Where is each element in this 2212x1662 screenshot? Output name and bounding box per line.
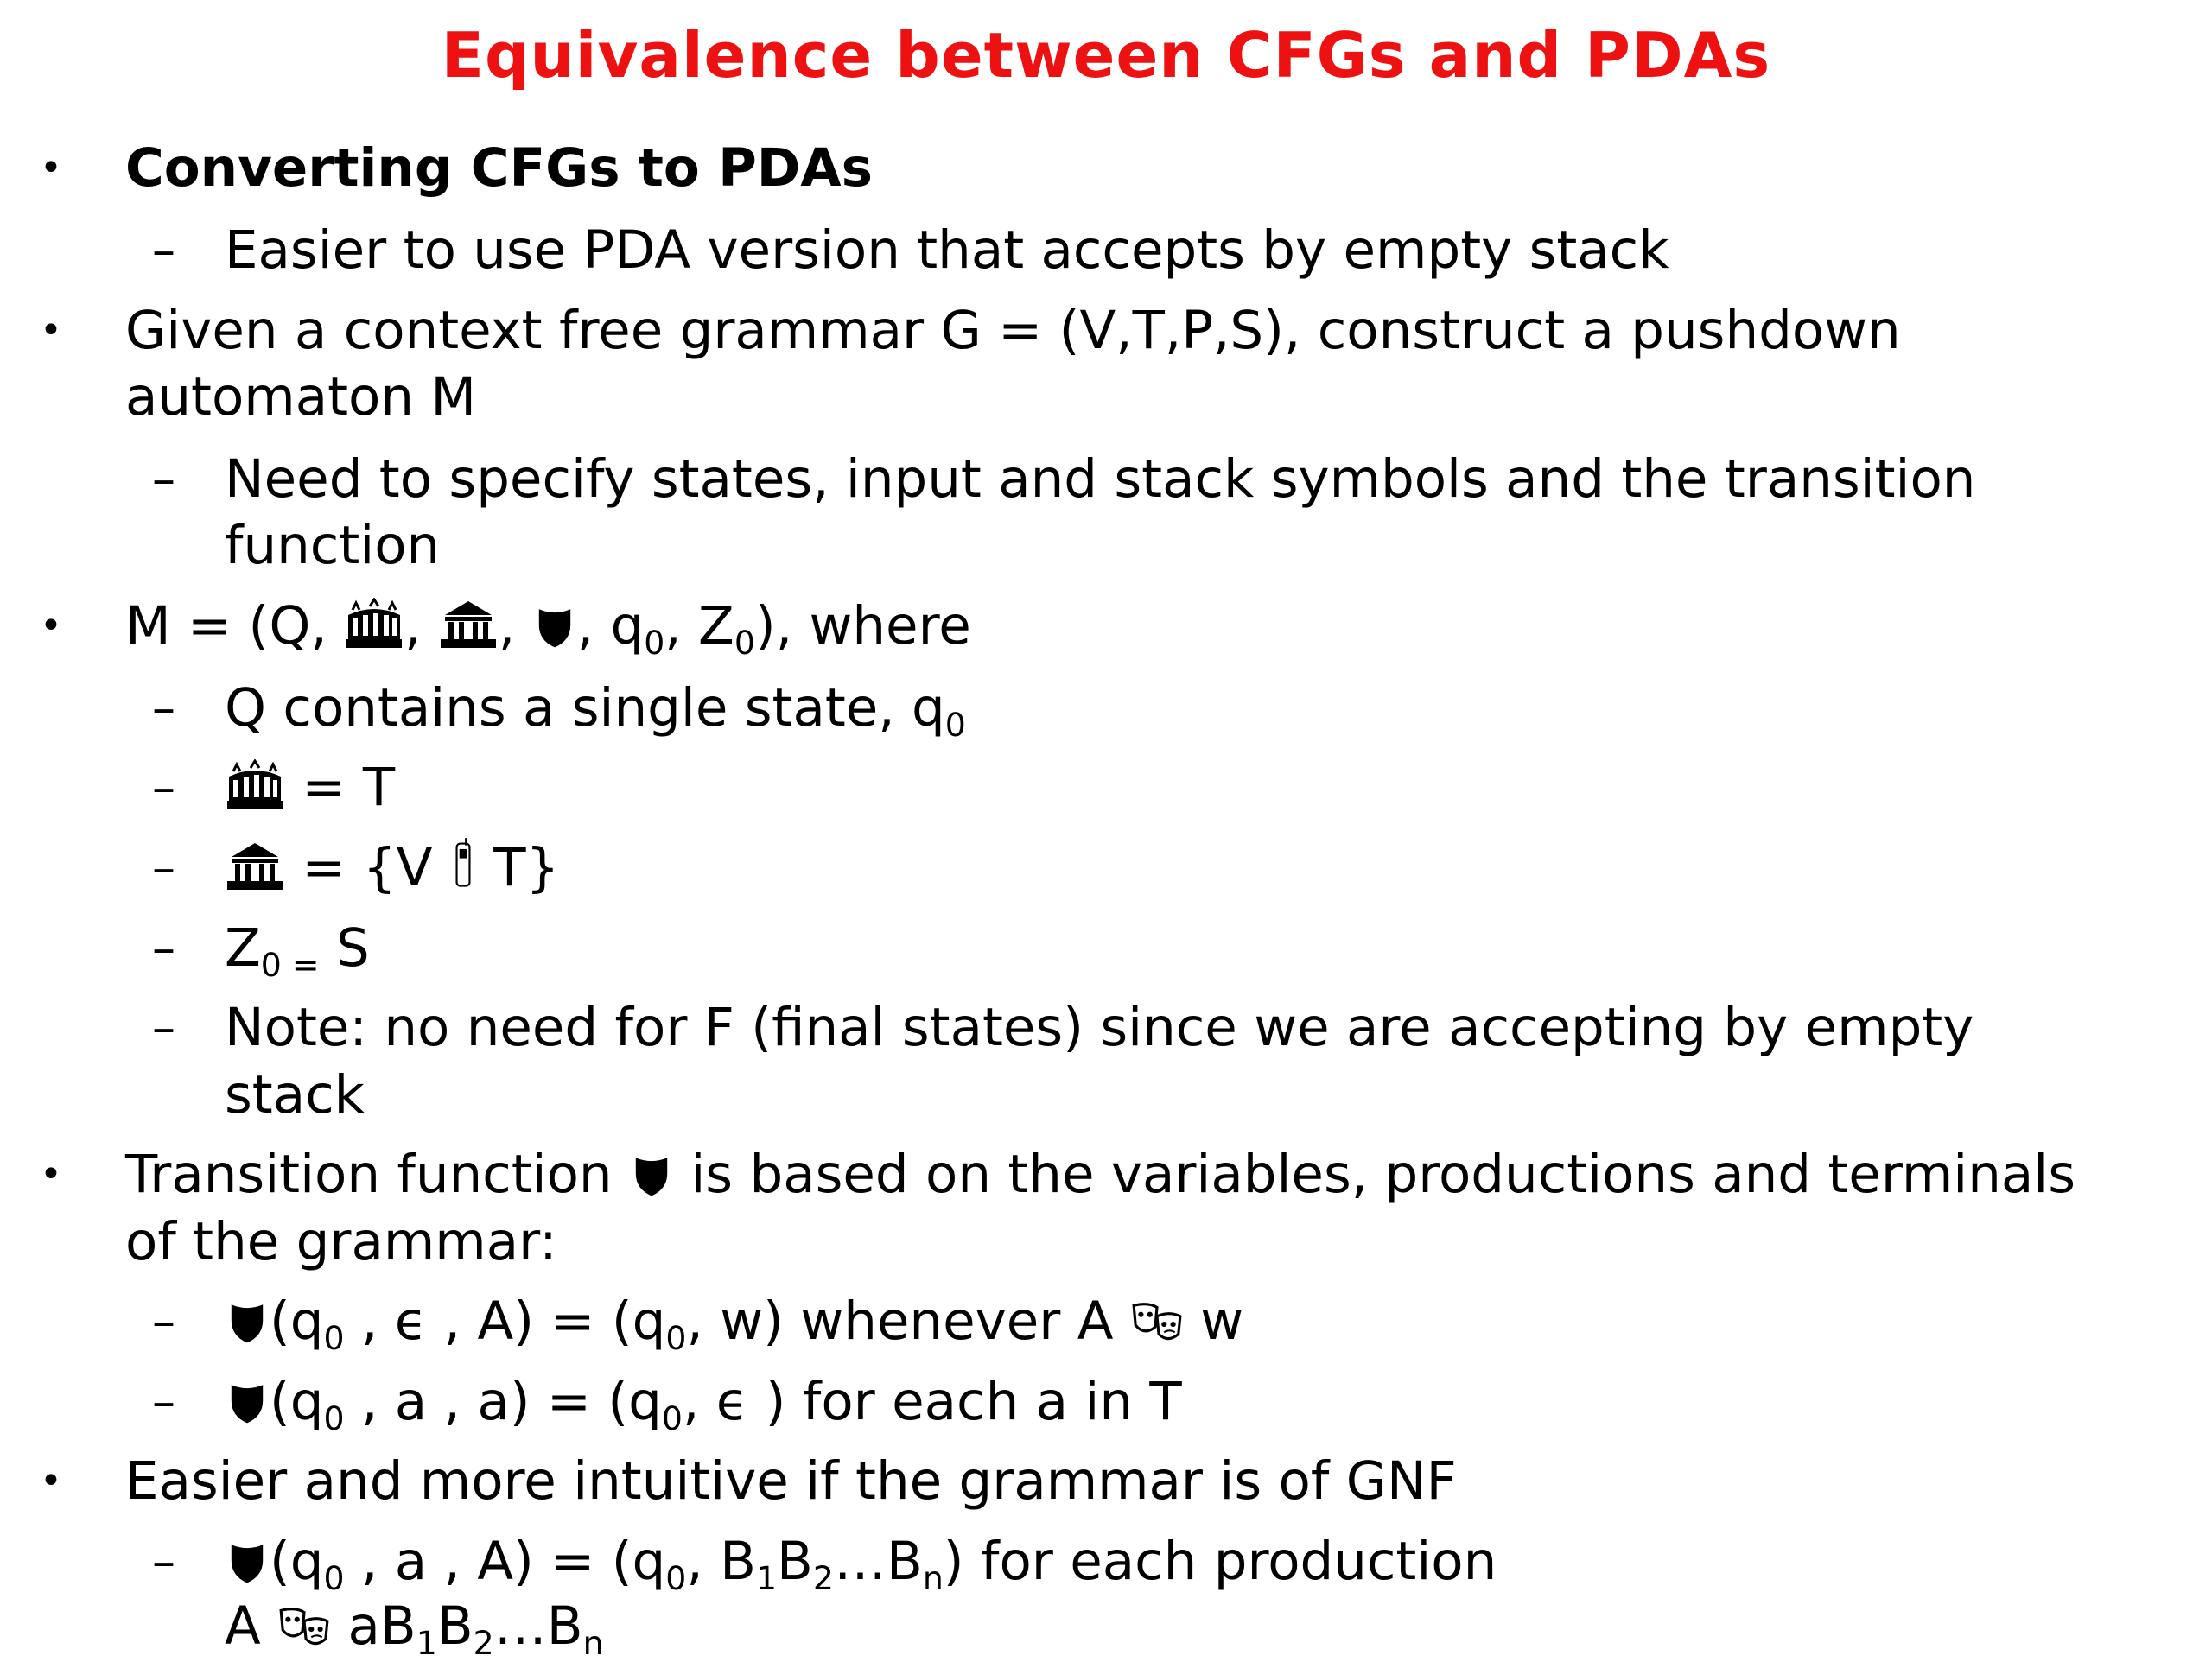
bullet-m-definition <box>125 592 971 661</box>
bullet-transition-line1 <box>125 1140 2075 1209</box>
sub-transition-variable <box>225 1287 1243 1356</box>
bullet-4: • <box>40 1152 62 1196</box>
sub-stack-alphabet <box>225 834 559 903</box>
sub-input-alphabet <box>225 753 395 822</box>
stadium-icon <box>225 759 285 811</box>
sub-start-symbol <box>225 914 370 983</box>
shield-icon <box>225 1300 270 1345</box>
bullet-transition-line2: of the grammar: <box>125 1211 557 1272</box>
tv-sub1: 0 <box>665 1319 687 1358</box>
tv-d: w <box>1183 1291 1244 1352</box>
start-symbol-subscript: 0 = <box>260 946 320 985</box>
transition-text-a: Transition function <box>125 1144 629 1205</box>
sub-gnf-line1 <box>225 1527 1497 1596</box>
m-def-z-subscript: 0 <box>734 624 755 663</box>
gnf-e: …B <box>833 1531 923 1592</box>
shield-icon <box>225 1540 270 1585</box>
tv-b: , ϵ , A) = (q <box>344 1291 666 1352</box>
tt-c: , ϵ ) for each a in T <box>682 1371 1182 1432</box>
m-def-sep-4: , Z <box>664 595 734 657</box>
gnf-b: , a , A) = (q <box>344 1531 666 1592</box>
dash-5: – <box>152 841 175 895</box>
tv-sub0: 0 <box>323 1319 345 1358</box>
bullet-2: • <box>40 308 62 352</box>
start-symbol-z: Z <box>225 917 261 979</box>
gnf2-d: …B <box>493 1595 583 1657</box>
stadium-icon <box>344 598 404 650</box>
sub-gnf-line2 <box>225 1592 604 1661</box>
gnf-f: ) for each production <box>943 1531 1497 1592</box>
tt-sub0: 0 <box>323 1399 345 1438</box>
gnf-c: , B <box>686 1531 756 1592</box>
tt-b: , a , a) = (q <box>344 1371 662 1432</box>
slide-title: Equivalence between CFGs and PDAs <box>441 19 1771 92</box>
single-state-subscript: 0 <box>944 706 966 745</box>
gnf-sub0: 0 <box>323 1559 345 1598</box>
dash-3: – <box>152 681 175 735</box>
stack-alphabet-text-a: = {V <box>285 837 449 898</box>
stack-alphabet-text-b: T} <box>476 837 560 898</box>
sub-single-state <box>225 674 966 743</box>
bullet-5: • <box>40 1459 62 1503</box>
shield-icon <box>629 1153 674 1198</box>
gnf2-s2: 2 <box>473 1624 494 1662</box>
gnf2-s1: 1 <box>416 1624 437 1662</box>
m-def-tail: ), where <box>754 595 971 657</box>
gnf-a: (q <box>270 1531 324 1592</box>
single-state-text: Q contains a single state, q <box>225 677 945 739</box>
shield-icon <box>225 1380 270 1425</box>
sub-note-line1: Note: no need for F (final states) since we are accepting by empty <box>225 997 1974 1058</box>
sub-transition-terminal <box>225 1367 1182 1437</box>
tt-a: (q <box>270 1371 324 1432</box>
sub-specify-states-line2: function <box>225 515 441 576</box>
gnf-s2: 2 <box>812 1559 834 1598</box>
gnf-s1: 1 <box>755 1559 778 1598</box>
temple-icon <box>438 598 499 650</box>
gnf2-sn: n <box>582 1624 604 1662</box>
bullet-converting-cfgs: Converting CFGs to PDAs <box>125 137 873 199</box>
gnf2-c: B <box>436 1595 474 1657</box>
masks-icon <box>1130 1300 1184 1345</box>
dash-7: – <box>152 1000 175 1055</box>
dash-9: – <box>152 1374 175 1429</box>
sub-empty-stack: Easier to use PDA version that accepts by empty stack <box>225 219 1669 281</box>
gnf-sn: n <box>922 1559 944 1598</box>
m-def-sep-1: , <box>404 595 438 657</box>
dash-6: – <box>152 921 175 975</box>
shield-icon <box>532 605 577 650</box>
gnf-d: B <box>777 1531 813 1592</box>
dash-10: – <box>152 1534 175 1589</box>
m-def-sep-2: , <box>498 595 532 657</box>
gnf2-b: aB <box>331 1595 416 1657</box>
transition-text-b: is based on the variables, productions and terminals <box>673 1144 2075 1205</box>
temple-icon <box>225 840 285 891</box>
m-def-q-subscript: 0 <box>644 624 665 663</box>
bullet-gnf: Easier and more intuitive if the grammar is of GNF <box>125 1450 1457 1512</box>
bullet-1: • <box>40 146 62 190</box>
tt-sub1: 0 <box>661 1399 683 1438</box>
m-def-sep-3: , q <box>576 595 645 657</box>
phone-icon <box>449 836 477 891</box>
sub-specify-states-line1: Need to specify states, input and stack symbols and the transition <box>225 448 1976 510</box>
dash-1: – <box>152 223 175 277</box>
tv-a: (q <box>270 1291 324 1352</box>
masks-icon <box>277 1605 331 1650</box>
gnf2-a: A <box>225 1595 278 1657</box>
start-symbol-s: S <box>319 917 370 979</box>
bullet-given-grammar-line2: automaton M <box>125 366 477 428</box>
dash-8: – <box>152 1294 175 1348</box>
dash-2: – <box>152 452 175 506</box>
bullet-3: • <box>40 604 62 648</box>
dash-4: – <box>152 760 175 815</box>
bullet-given-grammar-line1: Given a context free grammar G = (V,T,P,S), construct a pushdown <box>125 300 1901 361</box>
gnf-sub1: 0 <box>665 1559 687 1598</box>
m-def-part-a: M = (Q, <box>125 595 345 657</box>
sub-note-line2: stack <box>225 1064 365 1126</box>
tv-c: , w) whenever A <box>686 1291 1130 1352</box>
input-alphabet-text: = T <box>285 757 396 818</box>
